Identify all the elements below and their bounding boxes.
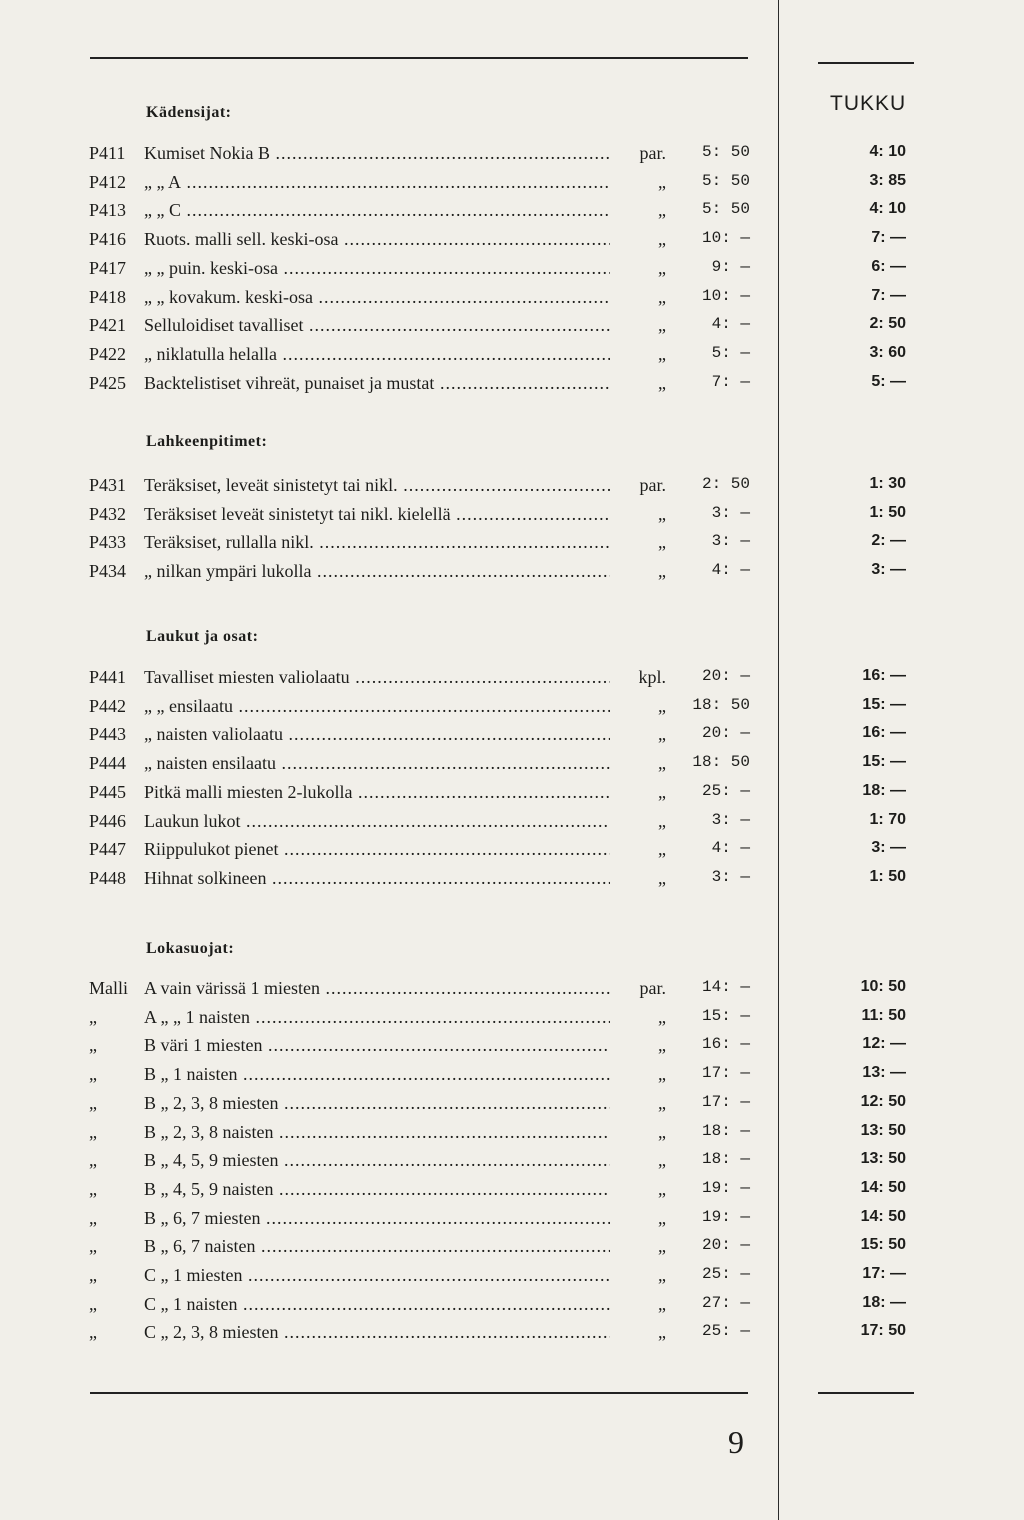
- item-wholesale-price: 17: —: [862, 1265, 906, 1282]
- item-code: P447: [89, 839, 127, 859]
- item-code: P416: [89, 229, 127, 249]
- table-row: [0, 373, 1024, 397]
- section-heading: Lahkeenpitimet:: [146, 433, 268, 450]
- item-price: 5: 50: [701, 200, 750, 218]
- item-code: P448: [89, 868, 127, 888]
- item-wholesale-price: 18: —: [862, 782, 906, 799]
- item-description: C „ 1 naisten .....: [144, 1294, 610, 1315]
- item-description: „ niklatulla helalla .....: [144, 344, 610, 365]
- item-wholesale-price: 6: —: [871, 258, 906, 275]
- item-unit: „: [610, 532, 666, 553]
- item-unit: „: [610, 1322, 666, 1343]
- item-description: „ „ A .....: [144, 172, 610, 193]
- item-code: P442: [89, 696, 127, 716]
- item-unit: par.: [610, 475, 666, 496]
- item-description: Hihnat solkineen .....: [144, 868, 610, 889]
- item-unit: „: [610, 1294, 666, 1315]
- item-wholesale-price: 5: —: [871, 373, 906, 390]
- item-wholesale-price: 17: 50: [860, 1322, 906, 1339]
- item-code: P417: [89, 258, 127, 278]
- item-price: 25: —: [701, 1322, 750, 1340]
- item-description: Tavalliset miesten valiolaatu .....: [144, 667, 610, 688]
- item-wholesale-price: 13: 50: [860, 1122, 906, 1139]
- item-code: P422: [89, 344, 127, 364]
- item-description: „ „ puin. keski-osa .....: [144, 258, 610, 279]
- item-wholesale-price: 16: —: [862, 667, 906, 684]
- item-unit: „: [610, 258, 666, 279]
- item-code: P413: [89, 200, 127, 220]
- item-unit: „: [610, 561, 666, 582]
- top-rule-right: [818, 62, 914, 64]
- section-heading: Kädensijat:: [146, 104, 232, 121]
- table-row: [0, 229, 1024, 253]
- item-description: B väri 1 miesten .....: [144, 1035, 610, 1056]
- item-price: 17: —: [701, 1093, 750, 1111]
- item-code: „: [89, 1179, 97, 1199]
- item-wholesale-price: 7: —: [871, 287, 906, 304]
- bottom-rule-left: [90, 1392, 748, 1394]
- table-row: [0, 172, 1024, 196]
- item-code: P444: [89, 753, 127, 773]
- section-heading: Lokasuojat:: [146, 940, 235, 957]
- item-code: „: [89, 1035, 97, 1055]
- item-description: „ nilkan ympäri lukolla .....: [144, 561, 610, 582]
- item-unit: „: [610, 782, 666, 803]
- item-price: 18: —: [701, 1122, 750, 1140]
- table-row: [0, 504, 1024, 528]
- item-unit: „: [610, 1122, 666, 1143]
- table-row: [0, 315, 1024, 339]
- item-wholesale-price: 14: 50: [860, 1179, 906, 1196]
- table-row: [0, 475, 1024, 499]
- item-wholesale-price: 1: 50: [869, 504, 906, 521]
- item-description: Riippulukot pienet .....: [144, 839, 610, 860]
- item-description: B „ 2, 3, 8 naisten .....: [144, 1122, 610, 1143]
- item-code: P433: [89, 532, 127, 552]
- item-unit: „: [610, 1236, 666, 1257]
- item-unit: kpl.: [610, 667, 666, 688]
- item-unit: „: [610, 753, 666, 774]
- item-description: B „ 6, 7 naisten .....: [144, 1236, 610, 1257]
- item-description: B „ 6, 7 miesten .....: [144, 1208, 610, 1229]
- item-price: 25: —: [701, 1265, 750, 1283]
- item-price: 17: —: [701, 1064, 750, 1082]
- table-row: [0, 1035, 1024, 1059]
- item-price: 5: 50: [701, 143, 750, 161]
- item-description: Kumiset Nokia B .....: [144, 143, 610, 164]
- item-price: 18: —: [701, 1150, 750, 1168]
- item-price: 19: —: [701, 1179, 750, 1197]
- item-price: 7: —: [711, 373, 750, 391]
- item-wholesale-price: 3: 85: [869, 172, 906, 189]
- item-description: Backtelistiset vihreät, punaiset ja mustat .....: [144, 373, 610, 394]
- table-row: [0, 667, 1024, 691]
- item-unit: „: [610, 1150, 666, 1171]
- table-row: [0, 532, 1024, 556]
- table-row: [0, 839, 1024, 863]
- item-unit: „: [610, 1093, 666, 1114]
- item-description: Laukun lukot .....: [144, 811, 610, 832]
- item-price: 20: —: [701, 667, 750, 685]
- item-price: 15: —: [701, 1007, 750, 1025]
- item-code: „: [89, 1150, 97, 1170]
- item-code: „: [89, 1294, 97, 1314]
- item-code: „: [89, 1093, 97, 1113]
- item-code: „: [89, 1236, 97, 1256]
- table-row: [0, 1322, 1024, 1346]
- item-wholesale-price: 12: —: [862, 1035, 906, 1052]
- item-description: C „ 2, 3, 8 miesten .....: [144, 1322, 610, 1343]
- item-description: Teräksiset, leveät sinistetyt tai nikl. .....: [144, 475, 610, 496]
- item-description: B „ 1 naisten .....: [144, 1064, 610, 1085]
- item-unit: „: [610, 287, 666, 308]
- item-wholesale-price: 18: —: [862, 1294, 906, 1311]
- item-code: „: [89, 1064, 97, 1084]
- item-unit: „: [610, 1265, 666, 1286]
- item-wholesale-price: 16: —: [862, 724, 906, 741]
- item-price: 10: —: [701, 287, 750, 305]
- item-unit: „: [610, 373, 666, 394]
- item-unit: „: [610, 839, 666, 860]
- item-description: Teräksiset leveät sinistetyt tai nikl. kielellä .....: [144, 504, 610, 525]
- item-price: 5: —: [711, 344, 750, 362]
- table-row: [0, 696, 1024, 720]
- table-row: [0, 1179, 1024, 1203]
- item-unit: „: [610, 868, 666, 889]
- item-price: 3: —: [711, 811, 750, 829]
- table-row: [0, 753, 1024, 777]
- table-row: [0, 200, 1024, 224]
- item-code: P411: [89, 143, 126, 163]
- table-row: [0, 1208, 1024, 1232]
- item-wholesale-price: 12: 50: [860, 1093, 906, 1110]
- item-wholesale-price: 3: 60: [869, 344, 906, 361]
- item-wholesale-price: 13: 50: [860, 1150, 906, 1167]
- item-price: 25: —: [701, 782, 750, 800]
- item-unit: „: [610, 811, 666, 832]
- item-wholesale-price: 4: 10: [869, 200, 906, 217]
- item-description: „ naisten ensilaatu .....: [144, 753, 610, 774]
- item-description: „ „ kovakum. keski-osa .....: [144, 287, 610, 308]
- table-row: [0, 1093, 1024, 1117]
- table-row: [0, 978, 1024, 1002]
- item-price: 5: 50: [701, 172, 750, 190]
- item-code: P412: [89, 172, 127, 192]
- item-price: 3: —: [711, 532, 750, 550]
- item-unit: „: [610, 172, 666, 193]
- item-price: 14: —: [701, 978, 750, 996]
- item-code: P418: [89, 287, 127, 307]
- item-code: „: [89, 1007, 97, 1027]
- item-code: „: [89, 1265, 97, 1285]
- table-row: [0, 1236, 1024, 1260]
- item-code: P434: [89, 561, 127, 581]
- item-unit: „: [610, 504, 666, 525]
- item-code: P432: [89, 504, 127, 524]
- item-description: „ „ C .....: [144, 200, 610, 221]
- item-description: C „ 1 miesten .....: [144, 1265, 610, 1286]
- item-description: A „ „ 1 naisten .....: [144, 1007, 610, 1028]
- table-row: [0, 1150, 1024, 1174]
- item-price: 20: —: [701, 724, 750, 742]
- tukku-header: TUKKU: [830, 92, 907, 115]
- item-description: B „ 2, 3, 8 miesten .....: [144, 1093, 610, 1114]
- item-description: „ naisten valiolaatu .....: [144, 724, 610, 745]
- bottom-rule-right: [818, 1392, 914, 1394]
- item-price: 4: —: [711, 839, 750, 857]
- item-wholesale-price: 15: —: [862, 696, 906, 713]
- item-code: „: [89, 1322, 97, 1342]
- item-wholesale-price: 3: —: [871, 561, 906, 578]
- table-row: [0, 1294, 1024, 1318]
- table-row: [0, 287, 1024, 311]
- item-code: P425: [89, 373, 127, 393]
- item-description: B „ 4, 5, 9 miesten .....: [144, 1150, 610, 1171]
- item-price: 4: —: [711, 315, 750, 333]
- table-row: [0, 1064, 1024, 1088]
- table-row: [0, 561, 1024, 585]
- item-description: Teräksiset, rullalla nikl. .....: [144, 532, 610, 553]
- item-description: „ „ ensilaatu .....: [144, 696, 610, 717]
- item-price: 27: —: [701, 1294, 750, 1312]
- item-description: Pitkä malli miesten 2-lukolla .....: [144, 782, 610, 803]
- table-row: [0, 344, 1024, 368]
- item-price: 3: —: [711, 868, 750, 886]
- item-wholesale-price: 15: 50: [860, 1236, 906, 1253]
- item-price: 10: —: [701, 229, 750, 247]
- item-price: 18: 50: [692, 696, 750, 714]
- item-description: A vain värissä 1 miesten .....: [144, 978, 610, 999]
- item-code: „: [89, 1208, 97, 1228]
- item-code: P431: [89, 475, 127, 495]
- top-rule-left: [90, 57, 748, 59]
- item-unit: par.: [610, 143, 666, 164]
- item-price: 3: —: [711, 504, 750, 522]
- table-row: [0, 1007, 1024, 1031]
- item-price: 9: —: [711, 258, 750, 276]
- item-unit: „: [610, 200, 666, 221]
- item-code: P445: [89, 782, 127, 802]
- item-price: 4: —: [711, 561, 750, 579]
- item-price: 20: —: [701, 1236, 750, 1254]
- item-wholesale-price: 11: 50: [861, 1007, 906, 1024]
- item-wholesale-price: 15: —: [862, 753, 906, 770]
- item-unit: par.: [610, 978, 666, 999]
- table-row: [0, 1122, 1024, 1146]
- item-wholesale-price: 13: —: [862, 1064, 906, 1081]
- item-description: B „ 4, 5, 9 naisten .....: [144, 1179, 610, 1200]
- item-wholesale-price: 1: 50: [869, 868, 906, 885]
- item-unit: „: [610, 315, 666, 336]
- item-wholesale-price: 2: 50: [869, 315, 906, 332]
- page-number: 9: [728, 1424, 744, 1460]
- item-description: Selluloidiset tavalliset .....: [144, 315, 610, 336]
- table-row: [0, 1265, 1024, 1289]
- item-price: 19: —: [701, 1208, 750, 1226]
- item-code: P446: [89, 811, 127, 831]
- table-row: [0, 782, 1024, 806]
- item-code: P443: [89, 724, 127, 744]
- item-code: P421: [89, 315, 127, 335]
- table-row: [0, 811, 1024, 835]
- item-code: „: [89, 1122, 97, 1142]
- item-unit: „: [610, 696, 666, 717]
- item-price: 16: —: [701, 1035, 750, 1053]
- item-price: 18: 50: [692, 753, 750, 771]
- item-wholesale-price: 14: 50: [860, 1208, 906, 1225]
- item-wholesale-price: 7: —: [871, 229, 906, 246]
- item-unit: „: [610, 1179, 666, 1200]
- table-row: [0, 868, 1024, 892]
- item-unit: „: [610, 1007, 666, 1028]
- item-wholesale-price: 1: 30: [869, 475, 906, 492]
- table-row: [0, 143, 1024, 167]
- item-unit: „: [610, 724, 666, 745]
- table-row: [0, 724, 1024, 748]
- item-wholesale-price: 2: —: [871, 532, 906, 549]
- table-row: [0, 258, 1024, 282]
- item-unit: „: [610, 1064, 666, 1085]
- section-heading: Laukut ja osat:: [146, 628, 259, 645]
- item-price: 2: 50: [701, 475, 750, 493]
- item-unit: „: [610, 344, 666, 365]
- item-unit: „: [610, 229, 666, 250]
- item-wholesale-price: 3: —: [871, 839, 906, 856]
- item-code: Malli: [89, 978, 128, 998]
- item-wholesale-price: 10: 50: [860, 978, 906, 995]
- item-wholesale-price: 4: 10: [869, 143, 906, 160]
- item-wholesale-price: 1: 70: [869, 811, 906, 828]
- item-unit: „: [610, 1035, 666, 1056]
- item-code: P441: [89, 667, 127, 687]
- item-unit: „: [610, 1208, 666, 1229]
- item-description: Ruots. malli sell. keski-osa .....: [144, 229, 610, 250]
